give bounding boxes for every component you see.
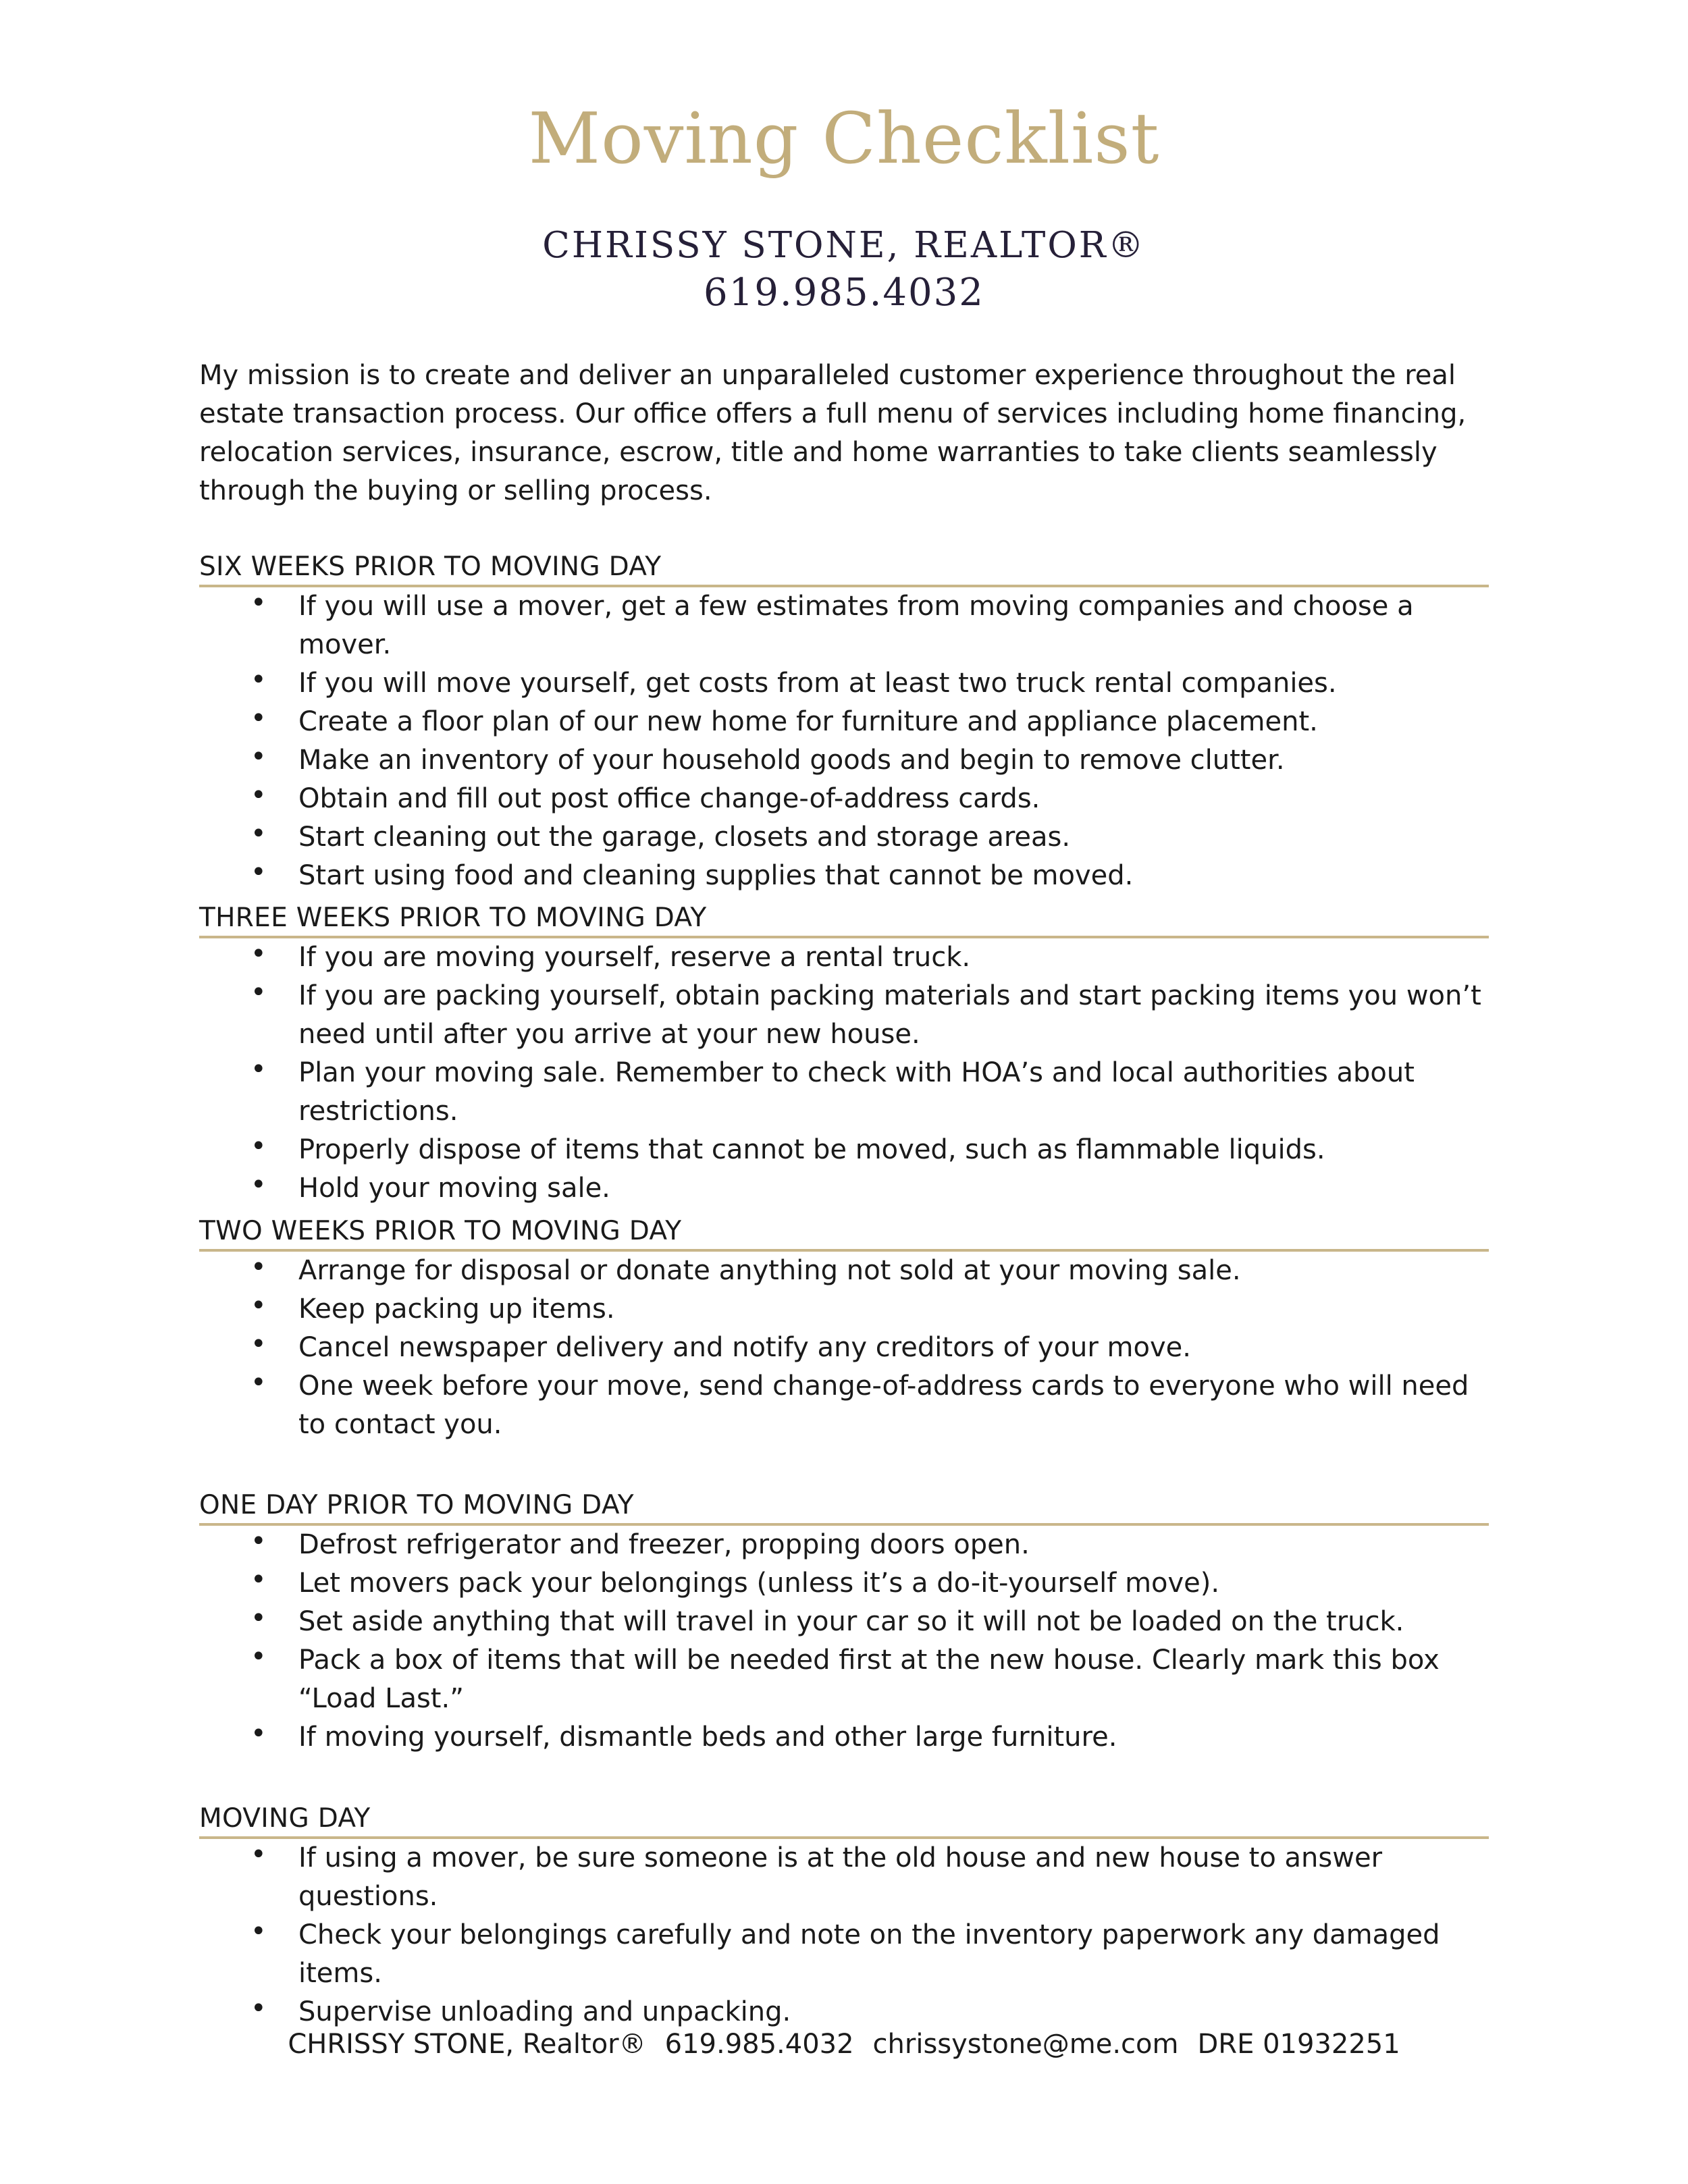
bullet-icon: • [250,1564,267,1595]
list-item [199,1603,1489,1641]
list-item [199,741,1489,780]
section-heading: SIX WEEKS PRIOR TO MOVING DAY [199,551,1489,587]
bullet-icon: • [250,1603,267,1634]
list-item [199,1526,1489,1564]
section-six-weeks [199,551,1489,895]
footer-email: chrissystone@me.com [872,2029,1179,2060]
bullet-icon: • [250,818,267,849]
item-text: Start cleaning out the garage, closets and storage areas. [298,822,1071,853]
item-text: One week before your move, send change-of-address cards to everyone who will need to contact you. [298,1370,1469,1440]
item-text: Make an inventory of your household goods and begin to remove clutter. [298,745,1285,776]
item-text: Hold your moving sale. [298,1173,610,1204]
bullet-icon: • [250,1252,267,1283]
bullet-icon: • [250,780,267,811]
item-text: Set aside anything that will travel in your car so it will not be loaded on the truck. [298,1606,1404,1637]
bullet-icon: • [250,1367,267,1398]
list-item [199,1131,1489,1169]
item-text: Plan your moving sale. Remember to check with HOA’s and local authorities about restrictions. [298,1057,1415,1127]
item-text: Properly dispose of items that cannot be moved, such as flammable liquids. [298,1134,1325,1165]
bullet-icon: • [250,587,267,618]
item-text: Supervise unloading and unpacking. [298,1996,791,2027]
item-text: If you will use a mover, get a few estimates from moving companies and choose a mover. [298,591,1414,660]
list-item [199,857,1489,895]
checklist [199,587,1489,895]
checklist [199,1839,1489,2031]
list-item [199,1564,1489,1603]
agent-phone: 619.985.4032 [704,271,984,315]
list-item [199,1169,1489,1208]
list-item [199,703,1489,741]
bullet-icon: • [250,1526,267,1557]
list-item [199,818,1489,857]
list-item [199,780,1489,818]
list-item [199,1718,1489,1757]
footer-name: CHRISSY STONE, Realtor® [288,2029,646,2060]
footer-phone: 619.985.4032 [664,2029,854,2060]
bullet-icon: • [250,1993,267,2024]
agent-name: CHRISSY STONE, REALTOR® [542,225,1146,266]
section-moving-day [199,1803,1489,2031]
list-item [199,1329,1489,1367]
item-text: If you are moving yourself, reserve a rental truck. [298,942,971,973]
section-one-day [199,1489,1489,1757]
item-text: Keep packing up items. [298,1294,615,1325]
section-heading: MOVING DAY [199,1803,1489,1839]
bullet-icon: • [250,938,267,969]
section-heading: THREE WEEKS PRIOR TO MOVING DAY [199,902,1489,938]
bullet-icon: • [250,977,267,1008]
bullet-icon: • [250,1839,267,1870]
mission-statement: My mission is to create and deliver an unparalleled customer experience throughout the real estate transaction process. Our office offers a full menu of services including home financing, relocation services, insurance, escrow, title and home warranties to take clients seamlessly through the buying or selling process. [199,360,1467,506]
list-item [199,977,1489,1054]
bullet-icon: • [250,1718,267,1749]
item-text: Start using food and cleaning supplies that cannot be moved. [298,860,1134,891]
item-text: Cancel newspaper delivery and notify any creditors of your move. [298,1332,1191,1363]
list-item [199,1993,1489,2031]
list-item [199,664,1489,703]
list-item [199,587,1489,664]
item-text: Let movers pack your belongings (unless it’s a do-it-yourself move). [298,1568,1220,1599]
checklist [199,938,1489,1208]
footer [0,2029,1688,2060]
item-text: If you will move yourself, get costs from at least two truck rental companies. [298,668,1337,699]
list-item [199,1641,1489,1718]
section-two-weeks [199,1215,1489,1444]
bullet-icon: • [250,703,267,734]
item-text: Check your belongings carefully and note on the inventory paperwork any damaged items. [298,1919,1440,1989]
list-item [199,938,1489,977]
bullet-icon: • [250,1131,267,1162]
item-text: If moving yourself, dismantle beds and other large furniture. [298,1722,1117,1753]
bullet-icon: • [250,1290,267,1321]
bullet-icon: • [250,1054,267,1085]
item-text: Arrange for disposal or donate anything not sold at your moving sale. [298,1255,1241,1286]
bullet-icon: • [250,1329,267,1360]
list-item [199,1839,1489,1916]
list-item [199,1252,1489,1290]
item-text: If you are packing yourself, obtain packing materials and start packing items you won’t need until after you arrive at your new house. [298,980,1481,1050]
bullet-icon: • [250,664,267,695]
list-item [199,1916,1489,1993]
list-item [199,1054,1489,1131]
section-three-weeks [199,902,1489,1208]
list-item [199,1367,1489,1444]
bullet-icon: • [250,1641,267,1672]
list-item [199,1290,1489,1329]
bullet-icon: • [250,1169,267,1200]
page-title: Moving Checklist [528,97,1160,180]
bullet-icon: • [250,1916,267,1947]
checklist [199,1526,1489,1757]
item-text: Create a floor plan of our new home for furniture and appliance placement. [298,706,1318,737]
section-heading: ONE DAY PRIOR TO MOVING DAY [199,1489,1489,1526]
footer-license: DRE 01932251 [1197,2029,1400,2060]
item-text: Obtain and fill out post office change-of-address cards. [298,783,1040,814]
checklist [199,1252,1489,1444]
bullet-icon: • [250,741,267,772]
item-text: If using a mover, be sure someone is at the old house and new house to answer questions. [298,1842,1383,1912]
section-heading: TWO WEEKS PRIOR TO MOVING DAY [199,1215,1489,1252]
item-text: Defrost refrigerator and freezer, propping doors open. [298,1529,1030,1560]
bullet-icon: • [250,857,267,888]
item-text: Pack a box of items that will be needed first at the new house. Clearly mark this box “Load Last.” [298,1645,1440,1714]
